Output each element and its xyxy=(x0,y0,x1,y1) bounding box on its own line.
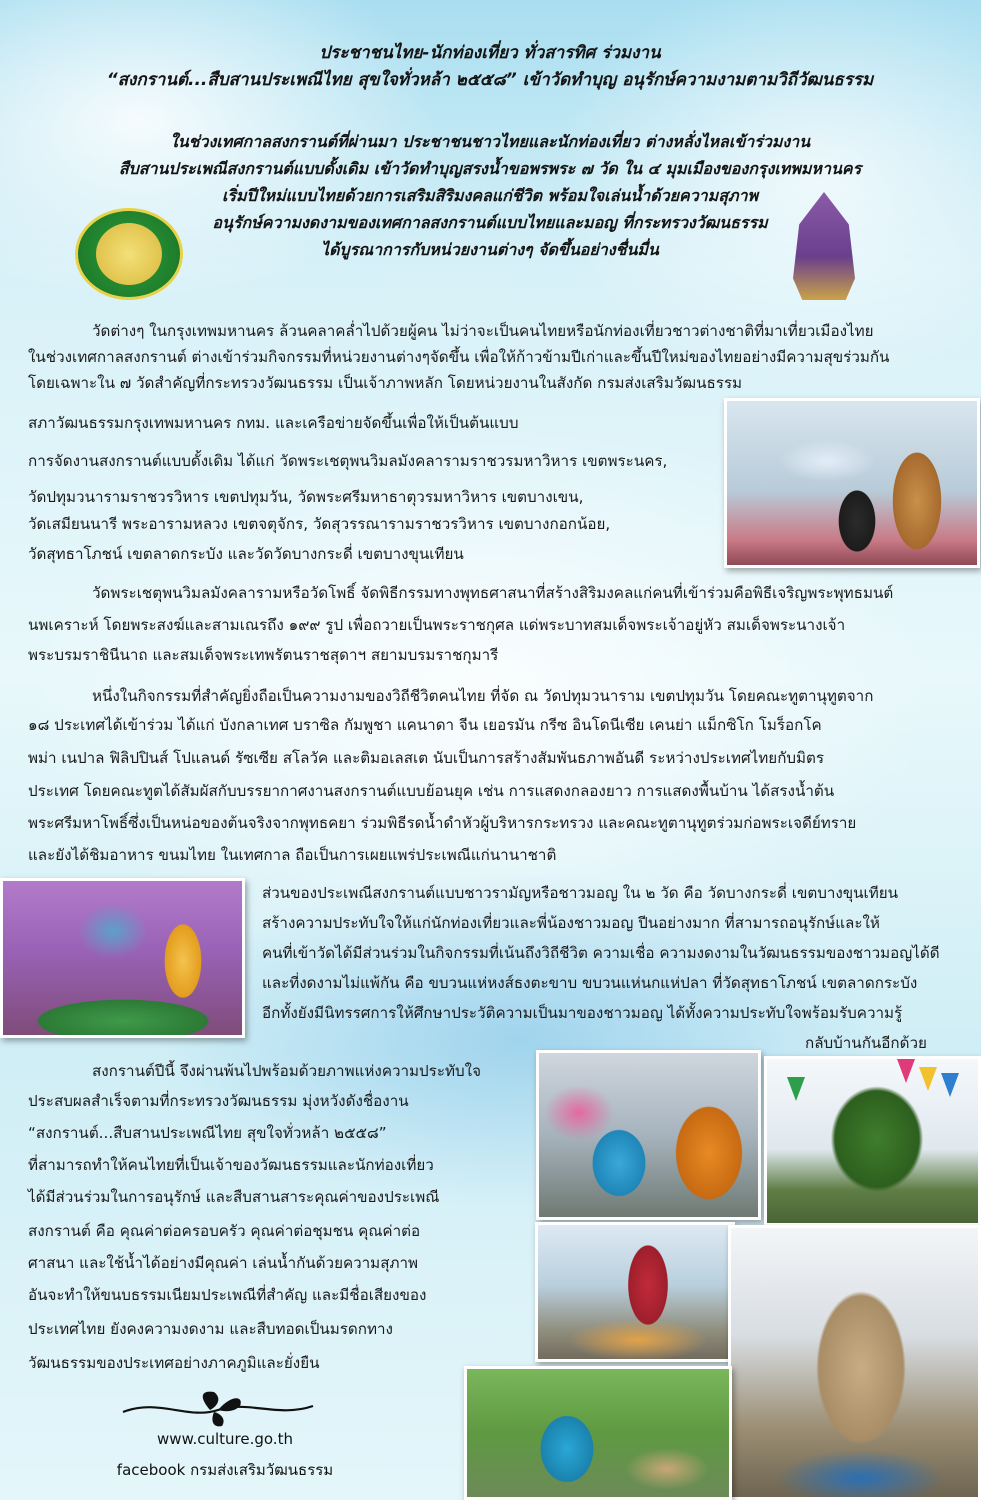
parade-banner-photo xyxy=(535,1222,735,1362)
flag-icon xyxy=(787,1077,805,1101)
text-line: พระศรีมหาโพธิ์ซึ่งเป็นหน่อของต้นจริงจากพุทธคยา ร่วมพิธีรดน้ำดำหัวผู้บริหารกระทรวง และคณะทูตานุทูตร่วมก่อพระเจดีย์ทราย xyxy=(28,814,857,832)
intro-line: สืบสานประเพณีสงกรานต์แบบดั้งเดิม เข้าวัดทำบุญสรงน้ำขอพรพระ ๗ วัด ใน ๔ มุมเมืองของกรุงเทพมหานคร xyxy=(118,159,862,178)
text-line: สงกรานต์ปีนี้ จึงผ่านพ้นไปพร้อมด้วยภาพแห่งความประทับใจ xyxy=(92,1062,481,1080)
headline-line-1: ประชาชนไทย-นักท่องเที่ยว ทั่วสารทิศ ร่วมงาน xyxy=(319,43,661,63)
flag-icon xyxy=(941,1073,959,1097)
text-line: ๑๘ ประเทศได้เข้าร่วม ได้แก่ บังกลาเทศ บราซิล กัมพูชา แคนาดา จีน เยอรมัน กรีซ อินโดนีเซีย เคนย่า แม็กซิโก โมร็อกโค xyxy=(28,716,822,734)
text-line: วัดต่างๆ ในกรุงเทพมหานคร ล้วนคลาคล่ำไปด้วยผู้คน ไม่ว่าจะเป็นคนไทยหรือนักท่องเที่ยวชาวต่างชาติที่มาเที่ยวเมืองไทย xyxy=(92,322,874,340)
text-line: สร้างความประทับใจให้แก่นักท่องเที่ยวและพี่น้องชาวมอญ ปีนอย่างมาก ที่สามารถอนุรักษ์และให้ xyxy=(262,914,880,932)
intro-line: ได้บูรณาการกับหน่วยงานต่างๆ จัดขึ้นอย่างชื่นมื่น xyxy=(321,240,659,259)
text-line: “สงกรานต์...สืบสานประเพณีไทย สุขใจทั่วหล้า ๒๕๕๘” xyxy=(28,1124,387,1142)
text-line: การจัดงานสงกรานต์แบบดั้งเดิม ได้แก่ วัดพระเชตุพนวิมลมังคลารามราชวรมหาวิหาร เขตพระนคร, xyxy=(28,452,668,470)
headline xyxy=(40,40,940,94)
text-line: สงกรานต์ คือ คุณค่าต่อครอบครัว คุณค่าต่อชุมชน คุณค่าต่อ xyxy=(28,1222,421,1240)
flag-icon xyxy=(897,1059,915,1083)
seal-inner-icon xyxy=(96,223,162,285)
text-line: โดยเฉพาะใน ๗ วัดสำคัญที่กระทรวงวัฒนธรรม เป็นเจ้าภาพหลัก โดยหน่วยงานในสังกัด กรมส่งเสริมวัฒนธรรม xyxy=(28,374,743,392)
intro-line: เริ่มปีใหม่แบบไทยด้วยการเสริมสิริมงคลแก่ชีวิต พร้อมใจเล่นน้ำด้วยความสุภาพ xyxy=(221,186,759,205)
text-line: พระบรมราชินีนาถ และสมเด็จพระเทพรัตนราชสุดาฯ สยามบรมราชกุมารี xyxy=(28,646,499,664)
text-line: วัดสุทธาโภชน์ เขตลาดกระบัง และวัดวัดบางกระดี่ เขตบางขุนเทียน xyxy=(28,545,464,563)
monks-blessing-photo xyxy=(536,1050,761,1220)
text-line: อีกทั้งยังมีนิทรรศการให้ศึกษาประวัติความเป็นมาของชาวมอญ ได้ทั้งความประทับใจพร้อมรับความรู้ xyxy=(262,1004,903,1022)
headline-line-2: “สงกรานต์...สืบสานประเพณีไทย สุขใจทั่วหล้า ๒๕๕๘” เข้าวัดทำบุญ อนุรักษ์ความงามตามวิถีวัฒนธรรม xyxy=(106,70,874,90)
intro-line: ในช่วงเทศกาลสงกรานต์ที่ผ่านมา ประชาชนชาวไทยและนักท่องเที่ยว ต่างหลั่งไหลเข้าร่วมงาน xyxy=(169,132,811,151)
text-line: คนที่เข้าวัดได้มีส่วนร่วมในกิจกรรมที่เน้นถึงวิถีชีวิต ความเชื่อ ความงดงามในวัฒนธรรมของชาวมอญได้ดี xyxy=(262,944,940,962)
text-line: วัฒนธรรมของประเทศอย่างภาคภูมิและยั่งยืน xyxy=(28,1354,320,1372)
leaf-ornament-icon xyxy=(118,1388,318,1430)
text-line: ประเทศไทย ยังคงความงดงาม และสืบทอดเป็นมรดกทาง xyxy=(28,1320,393,1338)
text-line: และยังได้ชิมอาหาร ขนมไทย ในเทศกาล ถือเป็นการเผยแพร่ประเพณีแก่นานาชาติ xyxy=(28,846,557,864)
website-link[interactable]: www.culture.go.th xyxy=(157,1430,293,1448)
intro-line: อนุรักษ์ความงดงามของเทศกาลสงกรานต์แบบไทยและมอญ ที่กระทรวงวัฒนธรรม xyxy=(212,213,768,232)
flag-icon xyxy=(919,1067,937,1091)
text-line: ได้มีส่วนร่วมในการอนุรักษ์ และสืบสานสาระคุณค่าของประเพณี xyxy=(28,1188,440,1206)
text-line: ในช่วงเทศกาลสงกรานต์ ต่างเข้าร่วมกิจกรรมที่หน่วยงานต่างๆจัดขึ้น เพื่อให้ก้าวข้ามปีเก่าและขึ้นปีใหม่ของไทยอย่างมีความสุขร่วมกัน xyxy=(28,348,890,366)
text-line: ศาสนา และใช้น้ำได้อย่างมีคุณค่า เล่นน้ำกันด้วยความสุภาพ xyxy=(28,1254,419,1272)
facebook-link[interactable]: facebook กรมส่งเสริมวัฒนธรรม xyxy=(116,1461,334,1479)
text-line: วัดพระเชตุพนวิมลมังคลารามหรือวัดโพธิ์ จัดพิธีกรรมทางพุทธศาสนาที่สร้างสิริมงคลแก่คนที่เข้าร่วมคือพิธีเจริญพระพุทธมนต์ xyxy=(92,584,894,602)
text-line: อันจะทำให้ขนบธรรมเนียมประเพณีที่สำคัญ และมีชื่อเสียงของ xyxy=(28,1286,427,1304)
bodhi-tree-flags-photo xyxy=(764,1056,981,1226)
sand-chedi-photo xyxy=(728,1225,981,1500)
text-line: กลับบ้านกันอีกด้วย xyxy=(805,1034,927,1052)
text-line: พม่า เนปาล ฟิลิปปินส์ โปแลนด์ รัซเซีย สโลวัค และติมอเลสเต นับเป็นการสร้างสัมพันธภาพอันดี ระหว่างประเทศไทยกับมิตร xyxy=(28,749,825,767)
text-line: ประเทศ โดยคณะทูตได้สัมผัสกับบรรยากาศงานสงกรานต์แบบย้อนยุค เช่น การแสดงกลองยาว การแสดงพื้นบ้าน ได้สรงน้ำต้น xyxy=(28,782,835,800)
text-line: วัดเสมียนนารี พระอารามหลวง เขตจตุจักร, วัดสุวรรณารามราชวรวิหาร เขตบางกอกน้อย, xyxy=(28,515,611,533)
department-of-cultural-promotion-seal-icon xyxy=(75,208,183,300)
text-line: ส่วนของประเพณีสงกรานต์แบบชาวรามัญหรือชาวมอญ ใน ๒ วัด คือ วัดบางกระดี่ เขตบางขุนเทียน xyxy=(262,884,899,902)
text-line: และที่งดงามไม่แพ้กัน คือ ขบวนแห่หงส์ธงตะขาบ ขบวนแห่นกแห่ปลา ที่วัดสุทธาโภชน์ เขตลาดกระบัง xyxy=(262,974,918,992)
text-line: หนึ่งในกิจกรรมที่สำคัญยิ่งถือเป็นความงามของวิถีชีวิตคนไทย ที่จัด ณ วัดปทุมวนาราม เขตปทุมวัน โดยคณะทูตานุทูตจาก xyxy=(92,687,874,705)
intro-block xyxy=(110,128,870,263)
mon-dance-performance-photo xyxy=(0,878,245,1038)
text-line: สภาวัฒนธรรมกรุงเทพมหานคร กทม. และเครือข่ายจัดขึ้นเพื่อให้เป็นต้นแบบ xyxy=(28,414,519,432)
buddha-statue-bathing-photo xyxy=(724,398,980,568)
sand-pagoda-kids-photo xyxy=(464,1366,732,1500)
text-line: นพเคราะห์ โดยพระสงฆ์และสามเณรถึง ๑๙๙ รูป เพื่อถวายเป็นพระราชกุศล แด่พระบาทสมเด็จพระเจ้าอยู่หัว สมเด็จพระนางเจ้า xyxy=(28,616,846,634)
text-line: วัดปทุมวนารามราชวรวิหาร เขตปทุมวัน, วัดพระศรีมหาธาตุวรมหาวิหาร เขตบางเขน, xyxy=(28,488,584,506)
text-line: ประสบผลสำเร็จตามที่กระทรวงวัฒนธรรม มุ่งหวังดังชื่องาน xyxy=(28,1092,409,1110)
text-line: ที่สามารถทำให้คนไทยที่เป็นเจ้าของวัฒนธรรมและนักท่องเที่ยว xyxy=(28,1156,434,1174)
